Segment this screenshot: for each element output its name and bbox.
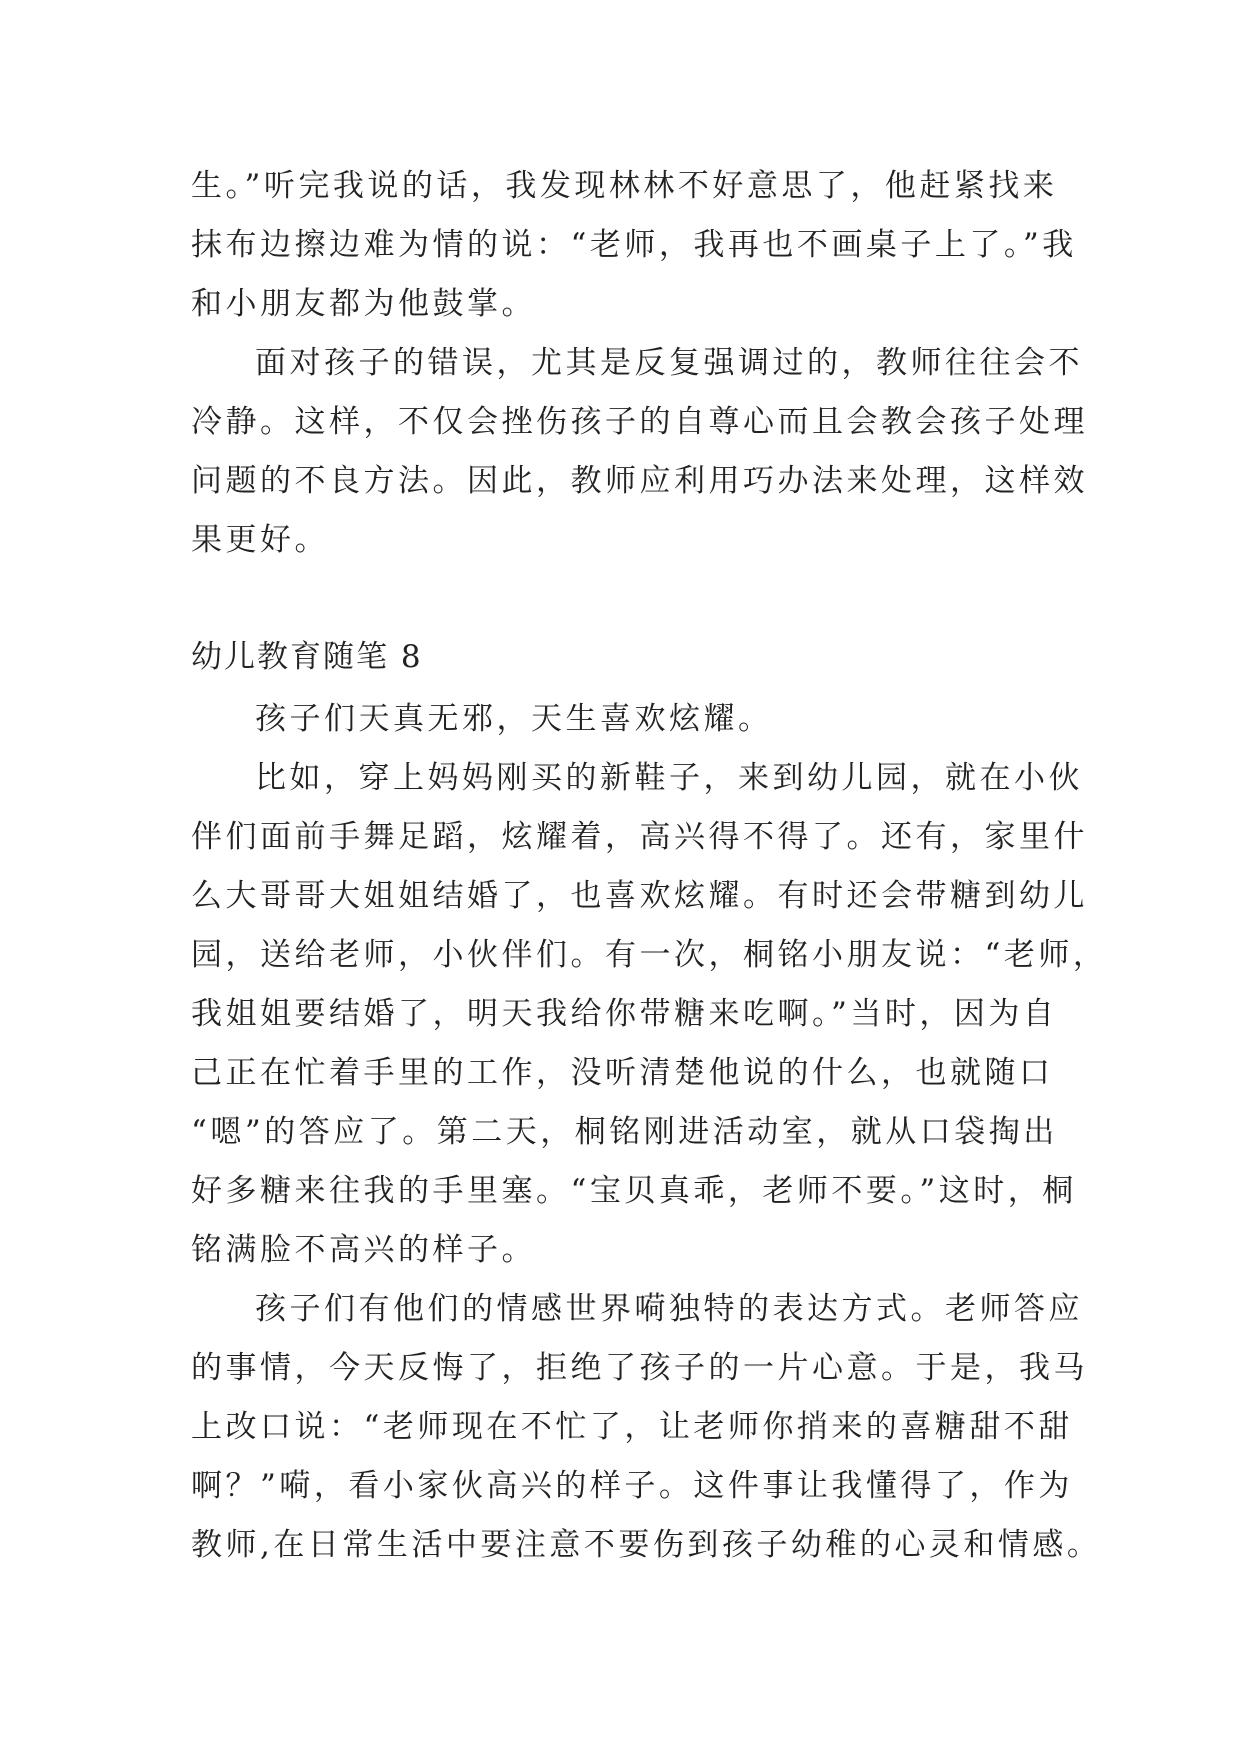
- text-line: 园，送给老师，小伙伴们。有一次，桐铭小朋友说：“老师，: [191, 937, 1108, 973]
- text-line: 问题的不良方法。因此，教师应利用巧办法来处理，这样效: [191, 463, 1088, 499]
- text-line: 好多糖来往我的手里塞。“宝贝真乖，老师不要。”这时，桐: [191, 1173, 1077, 1209]
- text-line: 的事情，今天反悔了，拒绝了孩子的一片心意。于是，我马: [191, 1350, 1088, 1386]
- paragraph-intro: [191, 690, 1051, 749]
- text-line: 我姐姐要结婚了，明天我给你带糖来吃啊。”当时，因为自: [191, 996, 1058, 1032]
- text-line: 铭满脸不高兴的样子。: [191, 1232, 536, 1268]
- text-line: 伴们面前手舞足蹈，炫耀着，高兴得不得了。还有，家里什: [191, 819, 1088, 855]
- section-heading: 幼儿教育随笔 8: [191, 639, 423, 675]
- text-line: 和小朋友都为他鼓掌。: [191, 286, 536, 322]
- paragraph-reflection: [191, 334, 1088, 570]
- text-line: 果更好。: [191, 522, 329, 558]
- upper-text-block: [191, 157, 1088, 570]
- text-line: 孩子们有他们的情感世界嗬独特的表达方式。老师答应: [255, 1291, 1083, 1327]
- text-line: 抹布边擦边难为情的说：“老师，我再也不画桌子上了。”我: [191, 227, 1077, 263]
- paragraph-continuation: [191, 157, 1077, 334]
- text-line: 生。”听完我说的话，我发现林林不好意思了，他赶紧找来: [191, 168, 1058, 204]
- paragraph-story: [191, 749, 1108, 1280]
- text-line: 么大哥哥大姐姐结婚了，也喜欢炫耀。有时还会带糖到幼儿: [191, 878, 1088, 914]
- text-line: 己正在忙着手里的工作，没听清楚他说的什么，也就随口: [191, 1055, 1054, 1091]
- text-line: 啊？”嗬，看小家伙高兴的样子。这件事让我懂得了，作为: [191, 1468, 1073, 1504]
- text-line: 教师,在日常生活中要注意不要伤到孩子幼稚的心灵和情感。: [191, 1527, 1102, 1563]
- paragraph-conclusion: [191, 1280, 1102, 1575]
- text-line: 冷静。这样，不仅会挫伤孩子的自尊心而且会教会孩子处理: [191, 404, 1088, 440]
- text-line: 面对孩子的错误，尤其是反复强调过的，教师往往会不: [255, 345, 1083, 381]
- text-line: 比如，穿上妈妈刚买的新鞋子，来到幼儿园，就在小伙: [255, 760, 1083, 796]
- text-line: 上改口说：“老师现在不忙了，让老师你捎来的喜糖甜不甜: [191, 1409, 1073, 1445]
- lower-text-block: [191, 690, 1108, 1575]
- text-line: 孩子们天真无邪，天生喜欢炫耀。: [255, 701, 773, 737]
- text-line: “嗯”的答应了。第二天，桐铭刚进活动室，就从口袋掏出: [191, 1114, 1058, 1150]
